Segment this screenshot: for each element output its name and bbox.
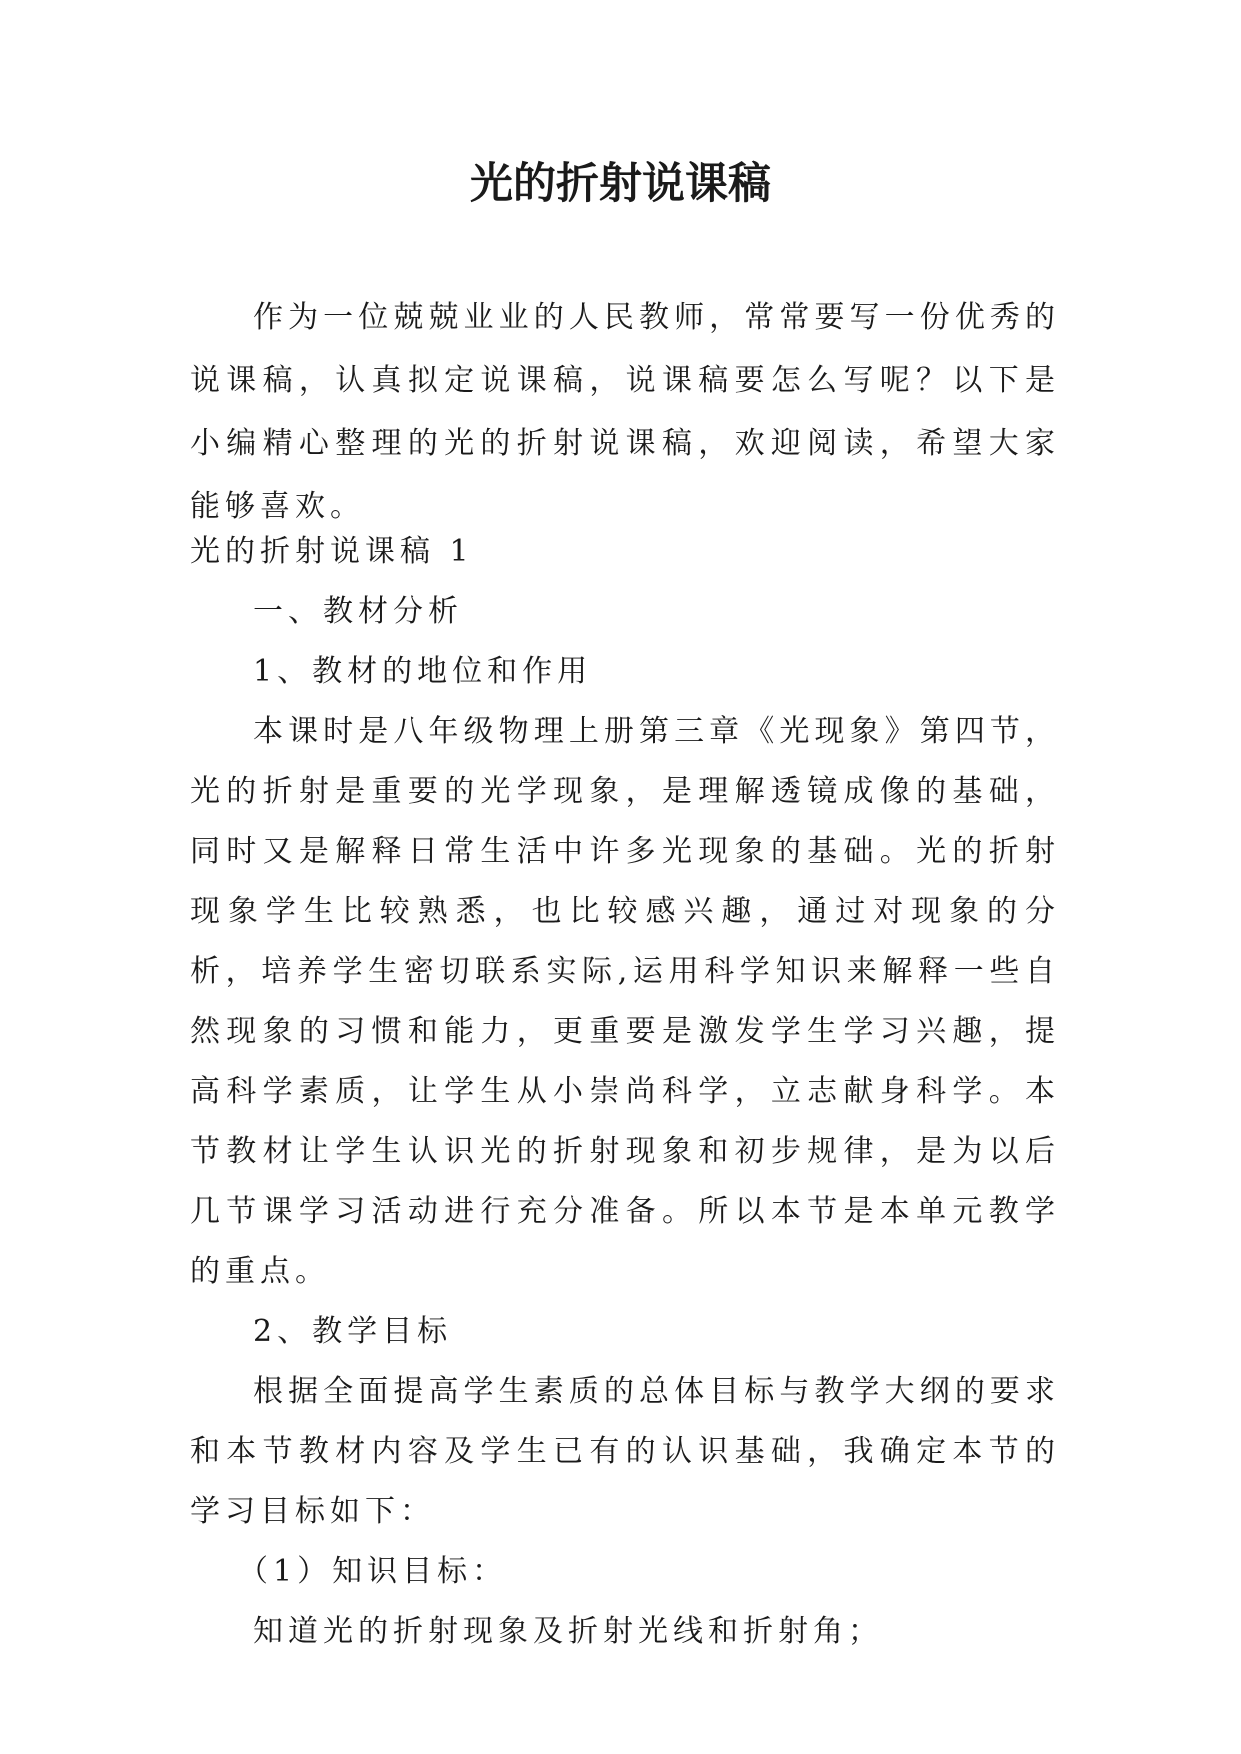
- heading-status-and-role: 1、教材的地位和作用: [253, 654, 593, 689]
- document-body: [190, 522, 1060, 1662]
- heading-knowledge-goals: （1）知识目标：: [238, 1554, 508, 1589]
- section-heading: 光的折射说课稿 1: [190, 534, 474, 569]
- paragraph-knowledge-goals: 知道光的折射现象及折射光线和折射角；: [253, 1614, 883, 1649]
- heading-teaching-goals: 2、教学目标: [253, 1314, 453, 1349]
- document-title: 光的折射说课稿: [470, 159, 771, 209]
- paragraph-teaching-goals: 根据全面提高学生素质的总体目标与教学大纲的要求和本节教材内容及学生已有的认识基础，我确定本节的学习目标如下：: [190, 1374, 1060, 1529]
- heading-textbook-analysis: 一、教材分析: [253, 594, 463, 629]
- intro-paragraph: 作为一位兢兢业业的人民教师，常常要写一份优秀的说课稿，认真拟定说课稿，说课稿要怎么写呢？以下是小编精心整理的光的折射说课稿，欢迎阅读，希望大家能够喜欢。: [190, 300, 1060, 524]
- paragraph-status-and-role: 本课时是八年级物理上册第三章《光现象》第四节，光的折射是重要的光学现象，是理解透镜成像的基础，同时又是解释日常生活中许多光现象的基础。光的折射现象学生比较熟悉，也比较感兴趣，通过对现象的分析，培养学生密切联系实际,运用科学知识来解释一些自然现象的习惯和能力，更重要是激发学生学习兴趣，提高科学素质，让学生从小崇尚科学，立志献身科学。本节教材让学生认识光的折射现象和初步规律，是为以后几节课学习活动进行充分准备。所以本节是本单元教学的重点。: [190, 714, 1060, 1289]
